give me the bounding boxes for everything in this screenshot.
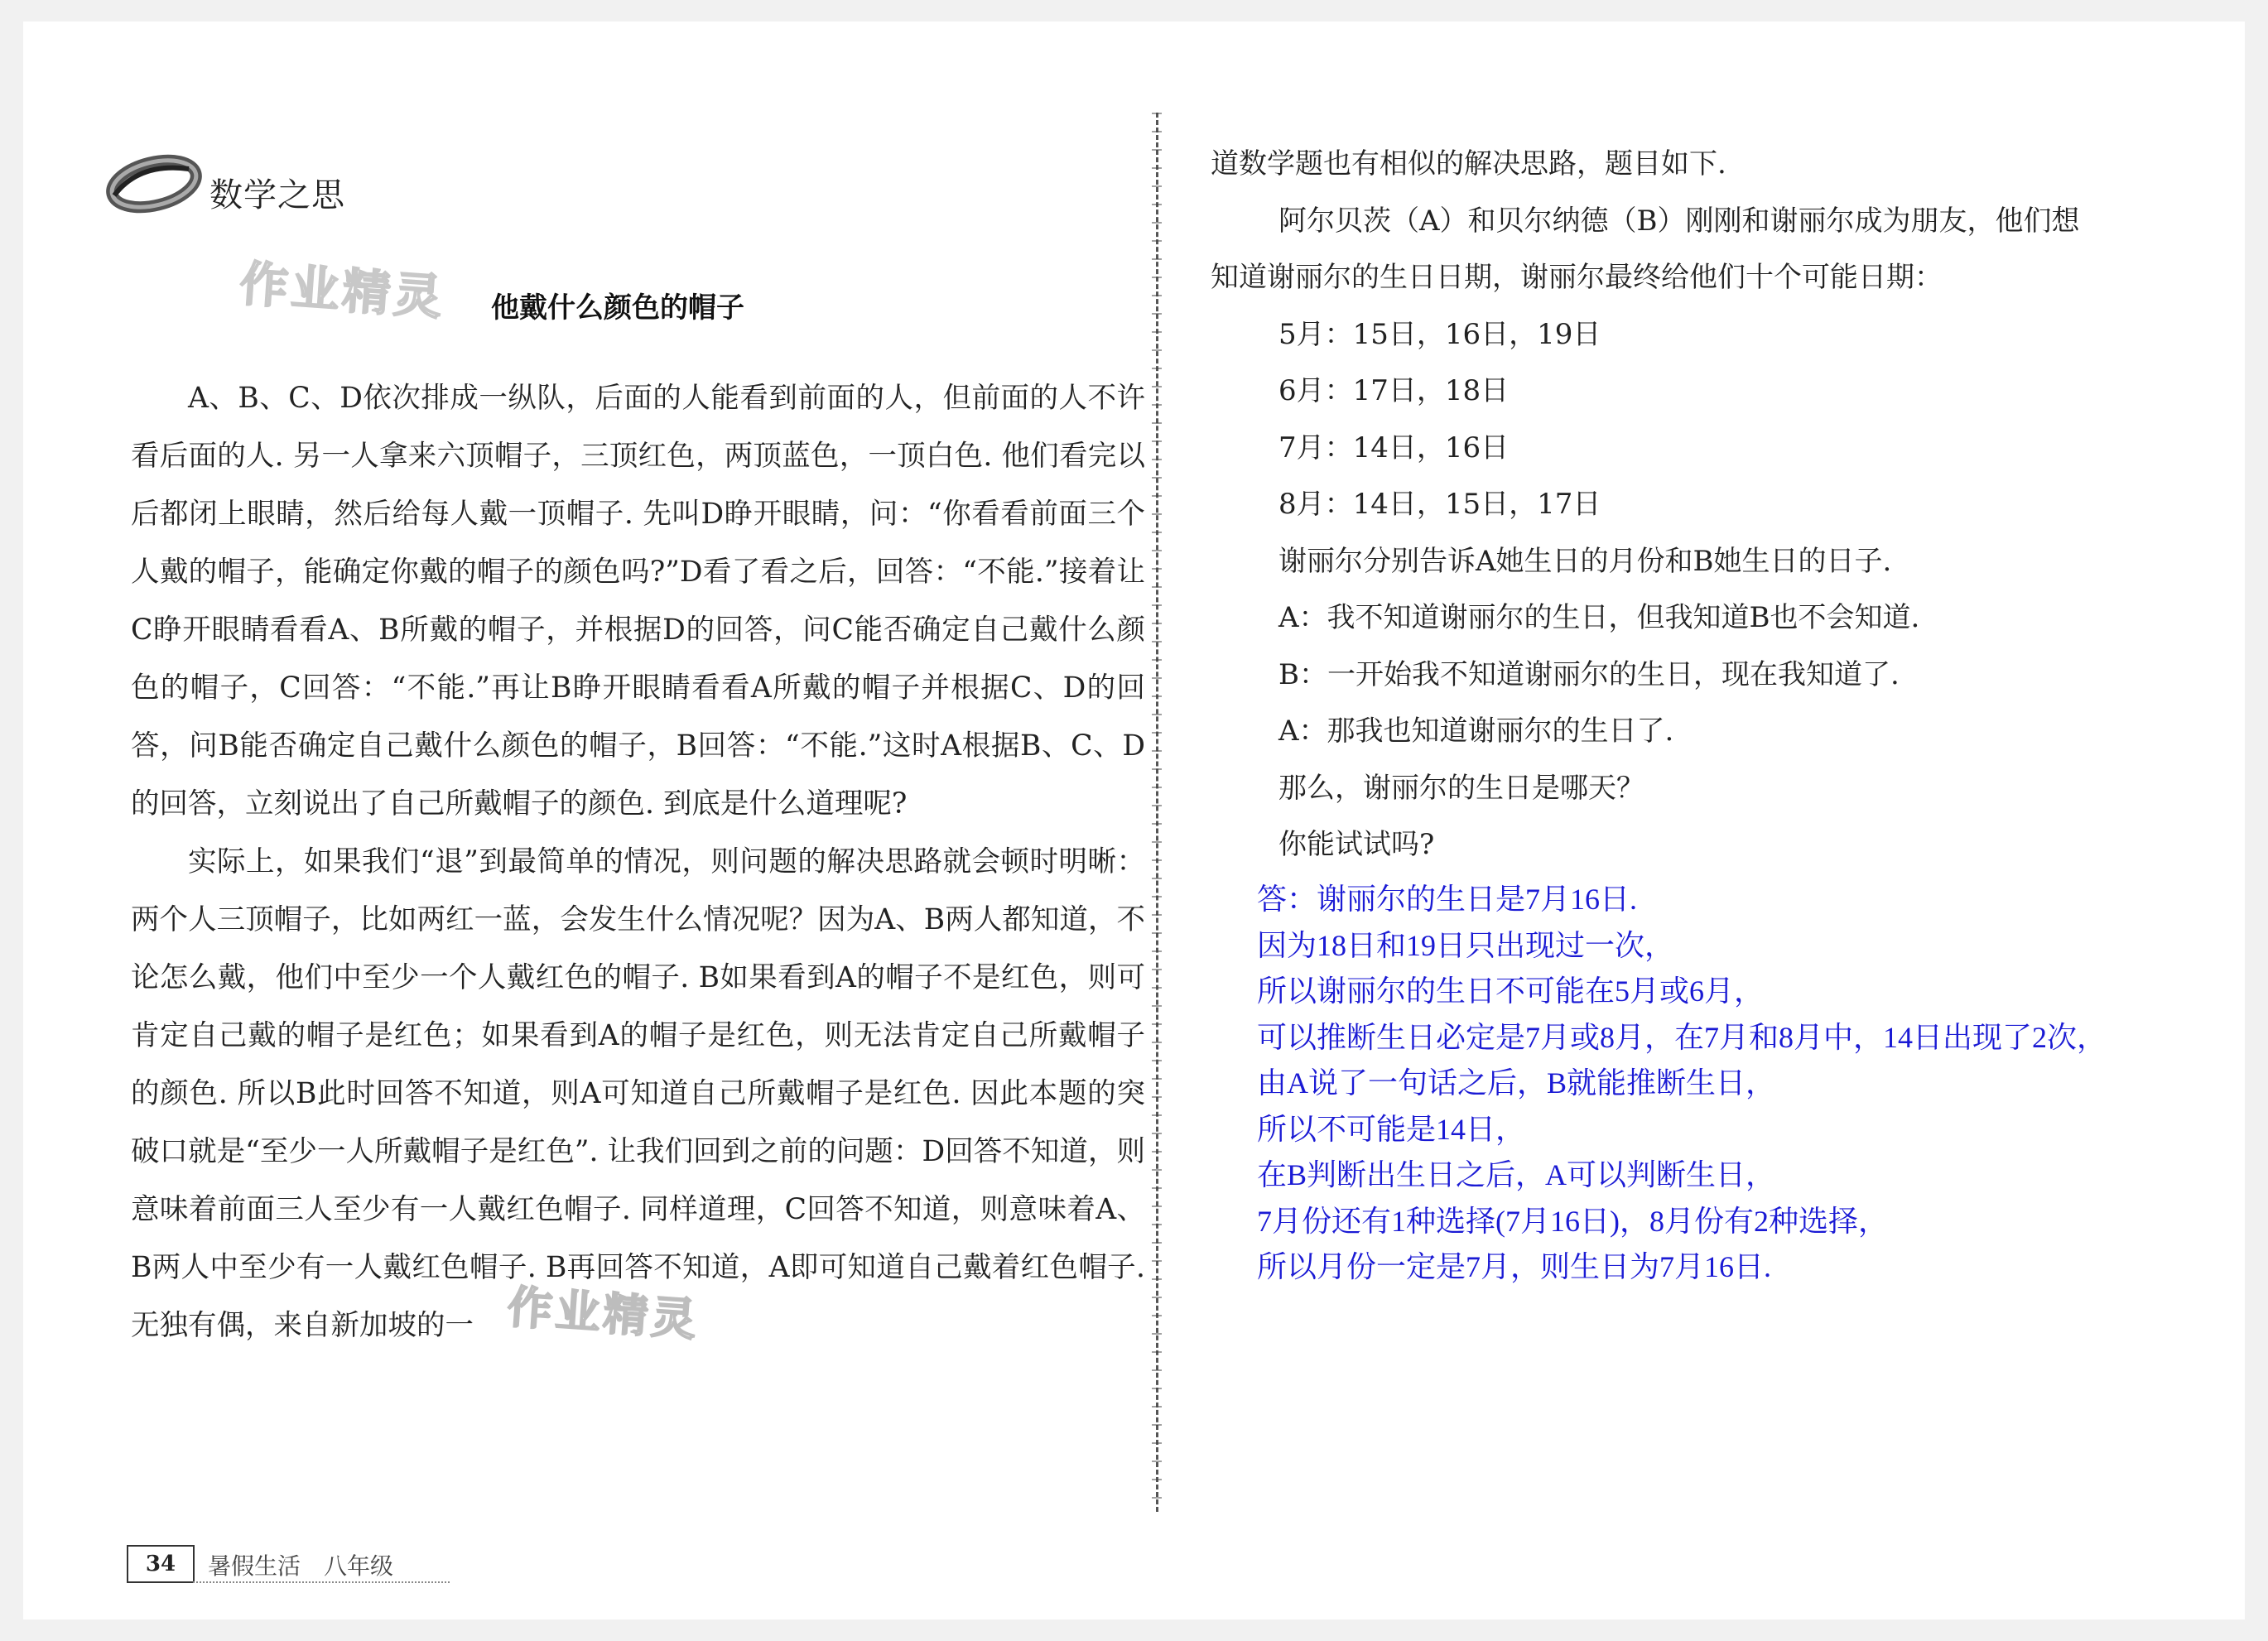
left-column [131, 369, 1145, 1355]
answer-line: 答：谢丽尔的生日是7月16日. [1257, 883, 1638, 916]
paragraph: 实际上，如果我们“退”到最简单的情况，则问题的解决思路就会顿时明晰：两个人三顶帽子，比如两红一蓝，会发生什么情况呢？因为A、B两人都知道，不论怎么戴，他们中至少一个人戴红色的帽子. B如果看到A的帽子不是红色，则可肯定自己戴的帽子是红色；如果看到A的帽子是红色，则无法肯定自己所戴帽子的颜色. 所以B此时回答不知道，则A可知道自己所戴帽子是红色. 因此本题的突破口就是“至少一人所戴帽子是红色”. 让我们回到之前的问题：D回答不知道，则意味着前面三人至少有一人戴红色帽子. 同样道理，C回答不知道，则意味着A、B两人中至少有一人戴红色帽子. B再回答不知道，A即可知道自己戴着红色帽子. 无独有偶，来自新加坡的一 [131, 845, 1145, 1342]
answer-line: 所以谢丽尔的生日不可能在5月或6月， [1257, 974, 1765, 1008]
page [23, 22, 2245, 1619]
text-line: 道数学题也有相似的解决思路，题目如下. [1211, 147, 1726, 180]
date-line: 7月：14日，16日 [1278, 431, 1510, 464]
text-line: 谢丽尔分别告诉A她生日的月份和B她生日的日子. [1278, 544, 1892, 578]
answer-line: 7月份还有1种选择(7月16日)，8月份有2种选择， [1257, 1204, 1888, 1238]
dialogue-line: A：我不知道谢丽尔的生日，但我知道B也不会知道. [1278, 601, 1920, 634]
paragraph: A、B、C、D依次排成一纵队，后面的人能看到前面的人，但前面的人不许看后面的人. 另一人拿来六顶帽子，三顶红色，两顶蓝色，一顶白色. 他们看完以后都闭上眼睛，然后给每人戴一顶帽子. 先叫D睁开眼睛，问：“你看看前面三个人戴的帽子，能确定你戴的帽子的颜色吗?”D看了看之后，回答：“不能.”接着让C睁开眼睛看看A、B所戴的帽子，并根据D的回答，问C能否确定自己戴什么颜色的帽子，C回答：“不能.”再让B睁开眼睛看看A所戴的帽子并根据C、D的回答，问B能否确定自己戴什么颜色的帽子，B回答：“不能.”这时A根据B、C、D的回答，立刻说出了自己所戴帽子的颜色. 到底是什么道理呢? [131, 382, 1145, 820]
dialogue-line: B：一开始我不知道谢丽尔的生日，现在我知道了. [1278, 657, 1900, 691]
answer-line: 可以推断生日必定是7月或8月，在7月和8月中，14日出现了2次， [1257, 1020, 2107, 1054]
right-column [1211, 136, 2242, 873]
answer-line: 所以不可能是14日， [1257, 1112, 1526, 1146]
footer-rule [193, 1581, 450, 1583]
date-line: 8月：14日，15日，17日 [1278, 488, 1601, 521]
text-line: 阿尔贝茨（A）和贝尔纳德（B）刚刚和谢丽尔成为朋友，他们想 [1278, 204, 2080, 238]
book-title: 暑假生活 八年级 [208, 1552, 394, 1580]
section-logo-icon [106, 146, 205, 220]
answer-line: 因为18日和19日只出现过一次， [1257, 928, 1675, 962]
answer-line: 由A说了一句话之后，B就能推断生日， [1257, 1066, 1776, 1100]
page-footer [127, 1545, 450, 1586]
watermark: 作业精灵 [505, 1280, 701, 1347]
section-header [106, 146, 404, 220]
column-divider [1156, 113, 1158, 1512]
handwritten-answer [1257, 877, 2251, 1291]
date-line: 6月：17日，18日 [1278, 374, 1510, 407]
article-title: 他戴什么颜色的帽子 [491, 291, 744, 325]
answer-line: 在B判断出生日之后，A可以判断生日， [1257, 1158, 1776, 1191]
watermark: 作业精灵 [238, 255, 447, 326]
section-label: 数学之思 [209, 176, 345, 214]
answer-line: 所以月份一定是7月，则生日为7月16日. [1257, 1250, 1772, 1283]
question-line: 那么，谢丽尔的生日是哪天？ [1278, 771, 1644, 805]
text-line: 知道谢丽尔的生日日期，谢丽尔最终给他们十个可能日期： [1211, 261, 1943, 294]
dialogue-line: A：那我也知道谢丽尔的生日了. [1278, 715, 1674, 748]
page-number: 34 [127, 1545, 195, 1583]
date-line: 5月：15日，16日，19日 [1278, 317, 1601, 351]
question-line: 你能试试吗? [1278, 828, 1435, 861]
